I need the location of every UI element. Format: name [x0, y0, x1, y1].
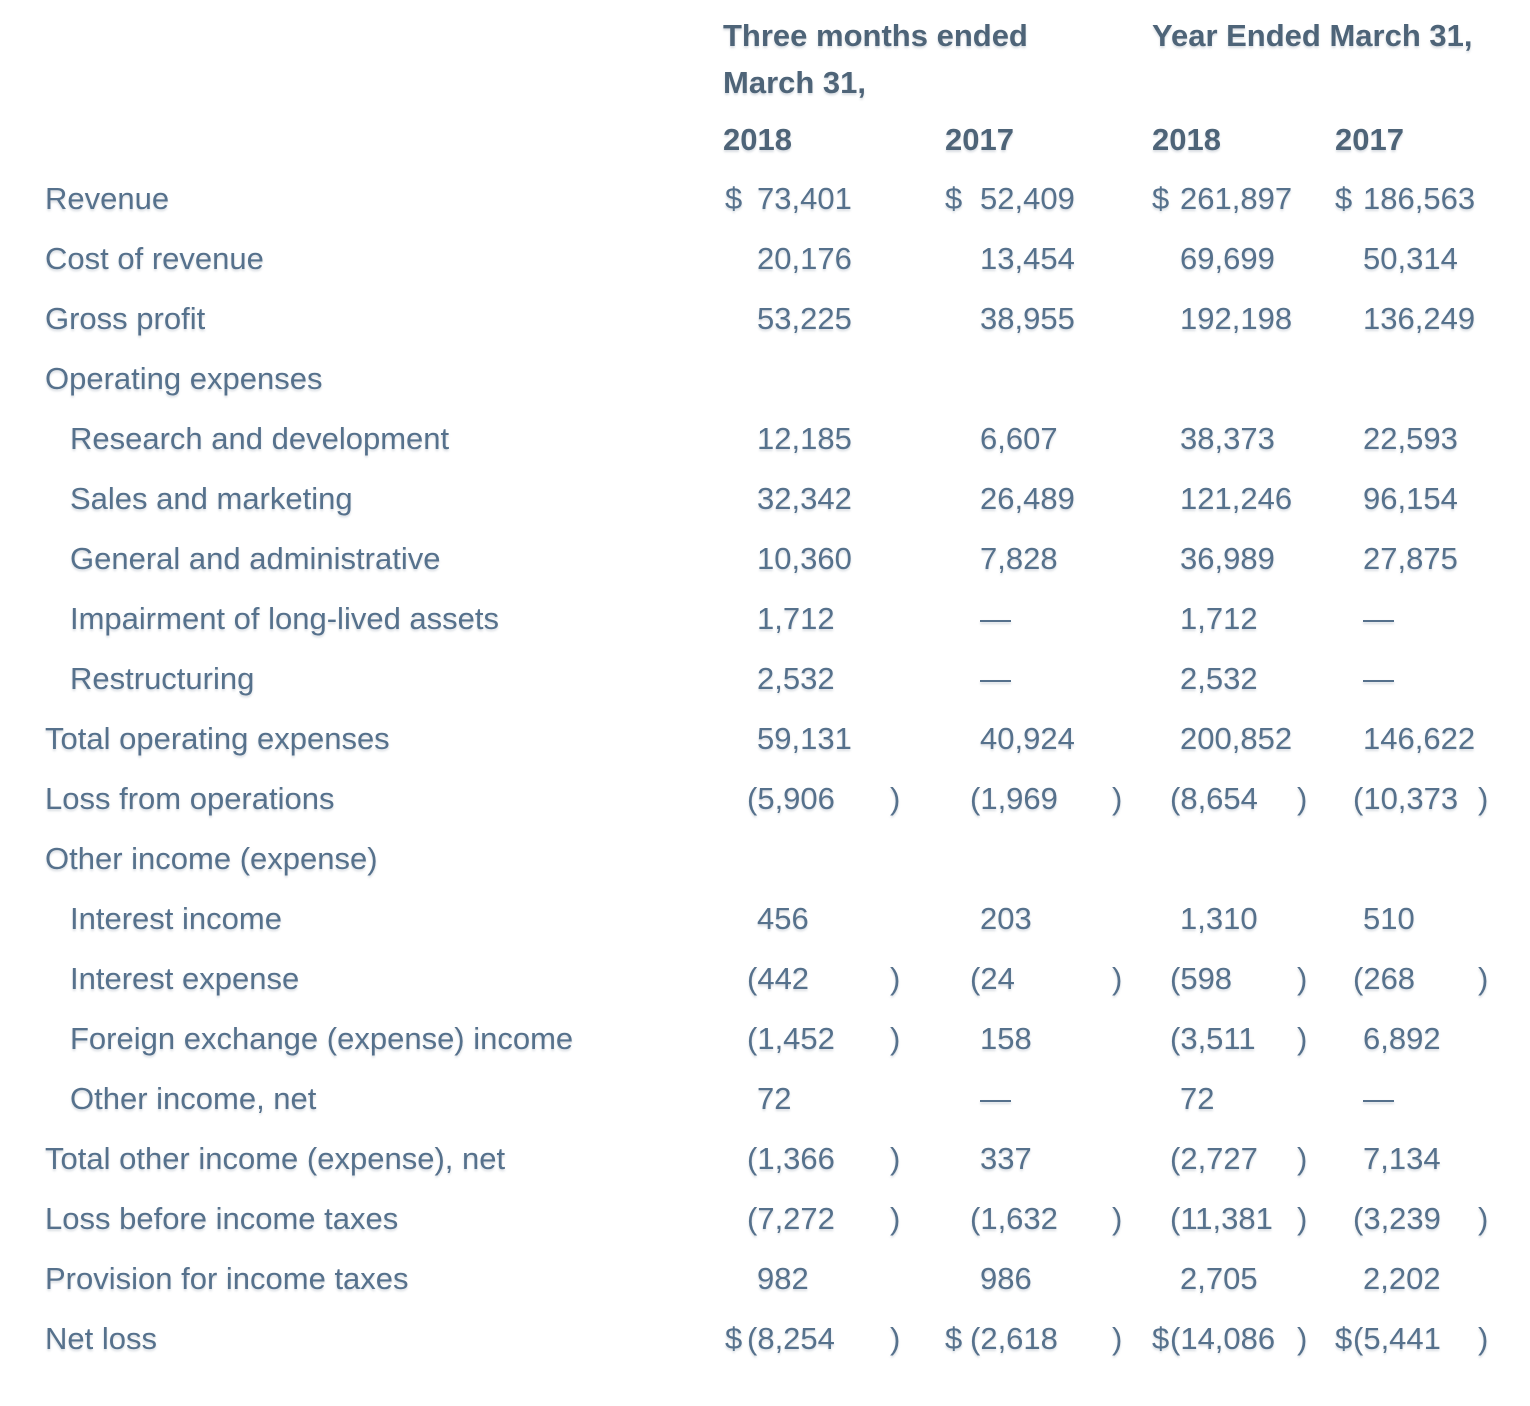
column-group-header-three-months: Three months ended March 31,	[723, 18, 1028, 100]
year-header: 2017	[945, 122, 1014, 157]
cell-value: (8,254	[747, 1321, 835, 1356]
cell-value: —	[1363, 601, 1394, 636]
cell-close-paren: )	[1297, 1021, 1308, 1056]
row-label: Impairment of long-lived assets	[70, 601, 500, 636]
cell-value: (3,511	[1170, 1021, 1256, 1056]
cell-value: (442	[747, 961, 810, 996]
cell-value: 982	[757, 1261, 809, 1296]
cell-value: (2,618	[970, 1321, 1058, 1356]
cell-value: (2,727	[1170, 1141, 1258, 1176]
cell-close-paren: )	[1297, 781, 1308, 816]
column-group-header-year-ended: Year Ended March 31,	[1152, 18, 1473, 53]
cell-value: (268	[1353, 961, 1416, 996]
cell-close-paren: )	[1297, 1141, 1308, 1176]
cell-value: (5,906	[747, 781, 835, 816]
row-label: Gross profit	[45, 301, 206, 336]
cell-value: 69,699	[1180, 241, 1275, 276]
cell-value: —	[1363, 661, 1394, 696]
cell-value: 986	[980, 1261, 1032, 1296]
cell-close-paren: )	[890, 781, 901, 816]
row-label: Foreign exchange (expense) income	[70, 1021, 574, 1056]
table-row	[0, 709, 1530, 769]
cell-value: 186,563	[1363, 181, 1476, 216]
cell-close-paren: )	[1112, 781, 1123, 816]
cell-close-paren: )	[890, 1141, 901, 1176]
year-header: 2018	[723, 122, 792, 157]
cell-value: 510	[1363, 901, 1415, 936]
table-row	[0, 229, 1530, 289]
table-row	[0, 589, 1530, 649]
row-label: General and administrative	[70, 541, 441, 576]
cell-value: 38,955	[980, 301, 1075, 336]
cell-value: (8,654	[1170, 781, 1258, 816]
cell-close-paren: )	[890, 961, 901, 996]
row-label: Sales and marketing	[70, 481, 353, 516]
cell-value: 6,607	[980, 421, 1058, 456]
cell-value: —	[980, 661, 1011, 696]
cell-value: 32,342	[757, 481, 852, 516]
currency-symbol: $	[725, 181, 743, 216]
cell-value: 6,892	[1363, 1021, 1441, 1056]
table-row	[0, 889, 1530, 949]
cell-close-paren: )	[1112, 1201, 1123, 1236]
cell-value: 2,202	[1363, 1261, 1441, 1296]
cell-value: 121,246	[1180, 481, 1293, 516]
cell-value: (1,632	[970, 1201, 1058, 1236]
cell-value: 72	[757, 1081, 792, 1116]
row-label: Total other income (expense), net	[45, 1141, 506, 1176]
table-row	[0, 529, 1530, 589]
cell-value: 158	[980, 1021, 1032, 1056]
cell-value: 2,705	[1180, 1261, 1258, 1296]
currency-symbol: $	[945, 1321, 963, 1356]
cell-value: 337	[980, 1141, 1032, 1176]
currency-symbol: $	[1152, 1321, 1170, 1356]
row-label: Cost of revenue	[45, 241, 264, 276]
row-label: Other income, net	[70, 1081, 317, 1116]
cell-close-paren: )	[1297, 1201, 1308, 1236]
cell-value: 27,875	[1363, 541, 1458, 576]
table-row	[0, 1189, 1530, 1249]
table-row	[0, 289, 1530, 349]
cell-value: (1,366	[747, 1141, 835, 1176]
year-header: 2018	[1152, 122, 1221, 157]
cell-value: (1,969	[970, 781, 1058, 816]
table-row	[0, 649, 1530, 709]
cell-value: 192,198	[1180, 301, 1293, 336]
cell-close-paren: )	[1478, 1321, 1489, 1356]
table-row	[0, 1069, 1530, 1129]
cell-value: 38,373	[1180, 421, 1275, 456]
table-row	[0, 1309, 1530, 1369]
cell-value: 261,897	[1180, 181, 1293, 216]
cell-value: 26,489	[980, 481, 1075, 516]
row-label: Provision for income taxes	[45, 1261, 409, 1296]
cell-close-paren: )	[1297, 961, 1308, 996]
currency-symbol: $	[1335, 181, 1353, 216]
row-label: Net loss	[45, 1321, 157, 1356]
cell-close-paren: )	[890, 1321, 901, 1356]
cell-value: 73,401	[757, 181, 852, 216]
cell-value: 136,249	[1363, 301, 1476, 336]
cell-value: 50,314	[1363, 241, 1458, 276]
cell-value: 200,852	[1180, 721, 1293, 756]
cell-value: 1,712	[1180, 601, 1258, 636]
cell-value: 2,532	[1180, 661, 1258, 696]
table-row	[0, 769, 1530, 829]
cell-close-paren: )	[1112, 961, 1123, 996]
cell-close-paren: )	[1478, 961, 1489, 996]
cell-value: (24	[970, 961, 1015, 996]
table-row	[0, 1249, 1530, 1309]
row-label: Interest expense	[70, 961, 300, 996]
cell-close-paren: )	[1297, 1321, 1308, 1356]
row-label: Loss before income taxes	[45, 1201, 399, 1236]
cell-value: 13,454	[980, 241, 1075, 276]
row-label: Total operating expenses	[45, 721, 390, 756]
cell-value: 10,360	[757, 541, 852, 576]
currency-symbol: $	[945, 181, 963, 216]
row-label: Loss from operations	[45, 781, 335, 816]
row-label: Revenue	[45, 181, 170, 216]
table-row	[0, 829, 1530, 889]
cell-value: 40,924	[980, 721, 1075, 756]
cell-value: 7,134	[1363, 1141, 1441, 1176]
cell-value: 456	[757, 901, 809, 936]
cell-close-paren: )	[890, 1021, 901, 1056]
table-body	[0, 169, 1530, 1369]
cell-value: —	[980, 601, 1011, 636]
cell-value: 7,828	[980, 541, 1058, 576]
cell-value: 36,989	[1180, 541, 1275, 576]
cell-value: 12,185	[757, 421, 852, 456]
currency-symbol: $	[725, 1321, 743, 1356]
cell-close-paren: )	[1478, 781, 1489, 816]
cell-value: (10,373	[1353, 781, 1459, 816]
row-label: Restructuring	[70, 661, 255, 696]
cell-value: 146,622	[1363, 721, 1476, 756]
table-row	[0, 1129, 1530, 1189]
cell-value: —	[1363, 1081, 1394, 1116]
row-label: Interest income	[70, 901, 282, 936]
cell-close-paren: )	[890, 1201, 901, 1236]
cell-value: 52,409	[980, 181, 1075, 216]
table-row	[0, 469, 1530, 529]
cell-value: (1,452	[747, 1021, 835, 1056]
cell-value: 203	[980, 901, 1032, 936]
cell-value: (7,272	[747, 1201, 835, 1236]
cell-value: —	[980, 1081, 1011, 1116]
cell-value: (11,381	[1170, 1201, 1273, 1236]
cell-value: 53,225	[757, 301, 852, 336]
cell-value: 20,176	[757, 241, 852, 276]
cell-value: 96,154	[1363, 481, 1458, 516]
row-label: Other income (expense)	[45, 841, 378, 876]
cell-close-paren: )	[1478, 1201, 1489, 1236]
table-row	[0, 1009, 1530, 1069]
table-row	[0, 349, 1530, 409]
currency-symbol: $	[1152, 181, 1170, 216]
cell-value: 72	[1180, 1081, 1215, 1116]
cell-value: (3,239	[1353, 1201, 1441, 1236]
cell-value: 2,532	[757, 661, 835, 696]
row-label: Operating expenses	[45, 361, 323, 396]
cell-close-paren: )	[1112, 1321, 1123, 1356]
cell-value: (5,441	[1353, 1321, 1441, 1356]
year-header: 2017	[1335, 122, 1404, 157]
cell-value: (14,086	[1170, 1321, 1276, 1356]
table-row	[0, 169, 1530, 229]
table-row	[0, 409, 1530, 469]
cell-value: 1,712	[757, 601, 835, 636]
cell-value: 22,593	[1363, 421, 1458, 456]
cell-value: 1,310	[1180, 901, 1258, 936]
currency-symbol: $	[1335, 1321, 1353, 1356]
table-row	[0, 949, 1530, 1009]
cell-value: (598	[1170, 961, 1233, 996]
cell-value: 59,131	[757, 721, 852, 756]
row-label: Research and development	[70, 421, 450, 456]
